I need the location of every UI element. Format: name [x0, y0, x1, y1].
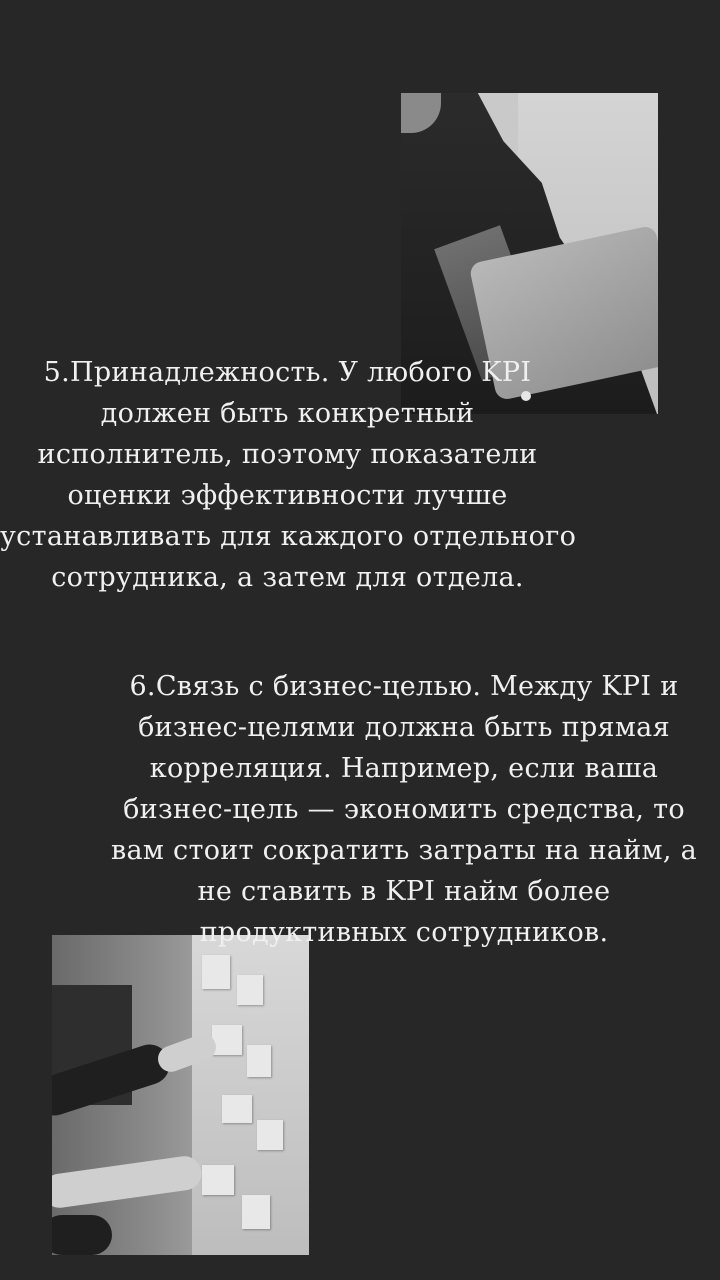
- section-5-line: сотрудника, а затем для отдела.: [51, 562, 524, 593]
- section-6-line: вам стоит сократить затраты на найм, а: [110, 835, 698, 866]
- sticky-note: [237, 975, 263, 1005]
- section-6-line: бизнес-цель — экономить средства, то: [123, 794, 685, 825]
- section-5-line: исполнитель, поэтому показатели: [37, 439, 538, 470]
- section-6-line: не ставить в KPI найм более: [197, 876, 611, 907]
- sticky-note: [247, 1045, 271, 1077]
- section-5-line: должен быть конкретный: [100, 398, 475, 429]
- sticky-note: [242, 1195, 270, 1229]
- section-5-line: оценки эффективности лучше: [67, 480, 508, 511]
- sticky-note: [257, 1120, 283, 1150]
- sticky-note: [212, 1025, 242, 1055]
- sticky-notes-photo: [52, 935, 309, 1255]
- sticky-note: [222, 1095, 252, 1123]
- section-5-text: [0, 352, 575, 598]
- sticky-note: [202, 1165, 234, 1195]
- section-6-text: [88, 666, 720, 953]
- section-6-line: бизнес-целями должна быть прямая: [138, 712, 670, 743]
- section-6-line: 6.Связь с бизнес-целью. Между KPI и: [129, 671, 679, 702]
- section-5-line: устанавливать для каждого отдельного: [0, 521, 577, 552]
- section-6-line: корреляция. Например, если ваша: [149, 753, 659, 784]
- section-6-line: продуктивных сотрудников.: [199, 917, 609, 948]
- sticky-note: [202, 955, 230, 989]
- arm: [52, 1154, 204, 1210]
- section-5-line: 5.Принадлежность. У любого KPI: [43, 357, 532, 388]
- arm-sleeve: [52, 1215, 112, 1255]
